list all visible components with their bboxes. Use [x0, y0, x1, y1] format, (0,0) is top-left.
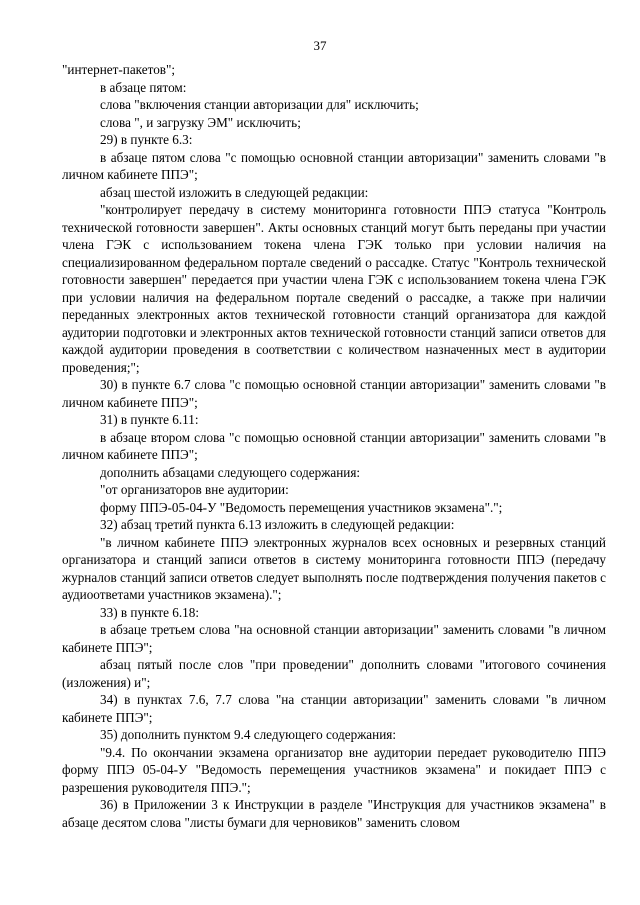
paragraph: в абзаце пятом слова "с помощью основной станции авторизации" заменить словами "в личном кабинете ППЭ";: [62, 149, 606, 182]
paragraph: 32) абзац третий пункта 6.13 изложить в следующей редакции:: [100, 517, 455, 532]
paragraph: абзац шестой изложить в следующей редакции:: [100, 184, 369, 200]
paragraph: абзац пятый после слов "при проведении" дополнить словами "итогового сочинения (изложения) и";: [62, 657, 606, 690]
paragraph: "в личном кабинете ППЭ электронных журналов всех основных и резервных станций организатора и станций записи ответов в систему мониторинга готовности ППЭ (передачу журналов станций записи ответов следует выполнять после подтверждения получения пакетов с аудиоответами участников экзамена).";: [62, 534, 606, 602]
paragraph: слова ", и загрузку ЭМ" исключить;: [100, 114, 301, 130]
paragraph: "интернет-пакетов";: [62, 62, 176, 77]
paragraph: слова "включения станции авторизации для" исключить;: [100, 97, 419, 112]
paragraph: в абзаце пятом:: [100, 79, 187, 95]
paragraph: дополнить абзацами следующего содержания:: [100, 464, 361, 480]
paragraph: 29) в пункте 6.3:: [100, 132, 193, 147]
paragraph: "контролирует передачу в систему мониторинга готовности ППЭ статуса "Контроль технической готовности завершен". Акты основных станций могут быть переданы при участии члена ГЭК с использованием токена члена ГЭК только при условии наличия на специализированном федеральном портале сведений о рассадке. Статус "Контроль технической готовности завершен" передается при участии члена ГЭК с использованием токена члена ГЭК при условии наличия на федеральном портале сведений о рассадке, а также при наличии переданных электронных актов технической готовности станций организатора для каждой аудитории подготовки и электронных актов технической готовности станций записи ответов для каждой аудитории проведения в соответствии с количеством назначенных мест в аудитории проведения;";: [62, 202, 606, 375]
page-number: 37: [313, 38, 327, 53]
document-body: [62, 61, 606, 831]
paragraph: "от организаторов вне аудитории:: [100, 482, 289, 497]
paragraph: 31) в пункте 6.11:: [100, 412, 199, 427]
paragraph: в абзаце третьем слова "на основной станции авторизации" заменить словами "в личном кабинете ППЭ";: [62, 622, 606, 655]
paragraph: 35) дополнить пунктом 9.4 следующего содержания:: [100, 727, 397, 742]
paragraph: 34) в пунктах 7.6, 7.7 слова "на станции авторизации" заменить словами "в личном кабинете ППЭ";: [62, 692, 606, 725]
paragraph: в абзаце втором слова "с помощью основной станции авторизации" заменить словами "в личном кабинете ППЭ";: [62, 429, 606, 462]
paragraph: форму ППЭ-05-04-У "Ведомость перемещения участников экзамена".";: [100, 499, 503, 515]
paragraph: "9.4. По окончании экзамена организатор вне аудитории передает руководителю ППЭ форму ППЭ 05-04-У "Ведомость перемещения участников экзамена" и покидает ППЭ с разрешения руководителя ППЭ.";: [62, 744, 606, 795]
paragraph: 33) в пункте 6.18:: [100, 604, 199, 620]
paragraph: 30) в пункте 6.7 слова "с помощью основной станции авторизации" заменить словами "в личном кабинете ППЭ";: [62, 377, 606, 410]
paragraph: 36) в Приложении 3 к Инструкции в разделе "Инструкция для участников экзамена" в абзаце десятом слова "листы бумаги для черновиков" заменить словом: [62, 797, 606, 830]
